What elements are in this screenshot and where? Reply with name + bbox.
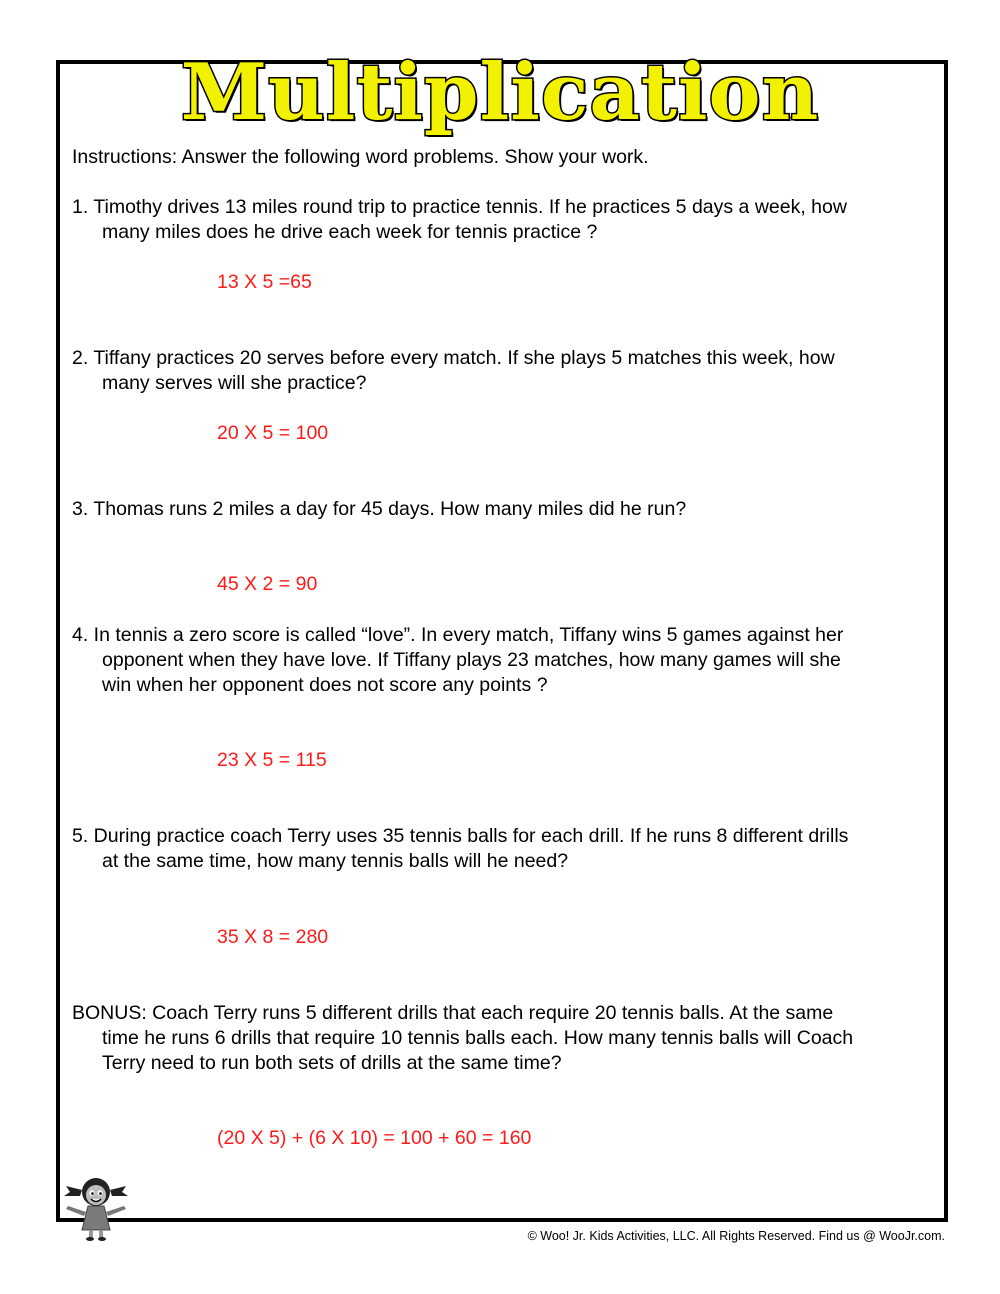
- copyright-footer: © Woo! Jr. Kids Activities, LLC. All Rights Reserved. Find us @ WooJr.com.: [527, 1229, 945, 1243]
- question-1-line-2: many miles does he drive each week for tennis practice ?: [102, 221, 598, 243]
- question-4-line-1: 4. In tennis a zero score is called “love”. In every match, Tiffany wins 5 games against her: [72, 624, 844, 646]
- answer-bonus: (20 X 5) + (6 X 10) = 100 + 60 = 160: [217, 1127, 532, 1149]
- question-3-line-1: 3. Thomas runs 2 miles a day for 45 days. How many miles did he run?: [72, 498, 687, 520]
- question-5: [72, 824, 932, 874]
- question-bonus-line-1: BONUS: Coach Terry runs 5 different drills that each require 20 tennis balls. At the same: [72, 1002, 834, 1024]
- question-2-line-1: 2. Tiffany practices 20 serves before every match. If she plays 5 matches this week, how: [72, 347, 835, 369]
- answer-5: 35 X 8 = 280: [217, 926, 329, 948]
- question-2-line-2: many serves will she practice?: [102, 372, 367, 394]
- question-3: [72, 497, 932, 522]
- question-5-line-1: 5. During practice coach Terry uses 35 tennis balls for each drill. If he runs 8 different drills: [72, 825, 849, 847]
- question-4: [72, 623, 932, 698]
- answer-3: 45 X 2 = 90: [217, 573, 318, 595]
- mascot-girl-icon: [60, 1176, 132, 1242]
- question-5-line-2: at the same time, how many tennis balls will he need?: [102, 850, 569, 872]
- page-title: Multiplication: [180, 47, 820, 138]
- question-4-line-3: win when her opponent does not score any points ?: [102, 674, 548, 696]
- instructions: Instructions: Answer the following word problems. Show your work.: [72, 146, 649, 168]
- question-bonus-line-2: time he runs 6 drills that require 10 tennis balls each. How many tennis balls will Coach: [102, 1027, 854, 1049]
- question-1-line-1: 1. Timothy drives 13 miles round trip to practice tennis. If he practices 5 days a week, how: [72, 196, 847, 218]
- question-2: [72, 346, 932, 396]
- question-4-line-2: opponent when they have love. If Tiffany plays 23 matches, how many games will she: [102, 649, 841, 671]
- answer-1: 13 X 5 =65: [217, 271, 312, 293]
- answer-2: 20 X 5 = 100: [217, 422, 329, 444]
- answer-4: 23 X 5 = 115: [217, 749, 327, 771]
- question-1: [72, 195, 932, 245]
- question-bonus: [72, 1001, 932, 1076]
- question-bonus-line-3: Terry need to run both sets of drills at the same time?: [102, 1052, 562, 1074]
